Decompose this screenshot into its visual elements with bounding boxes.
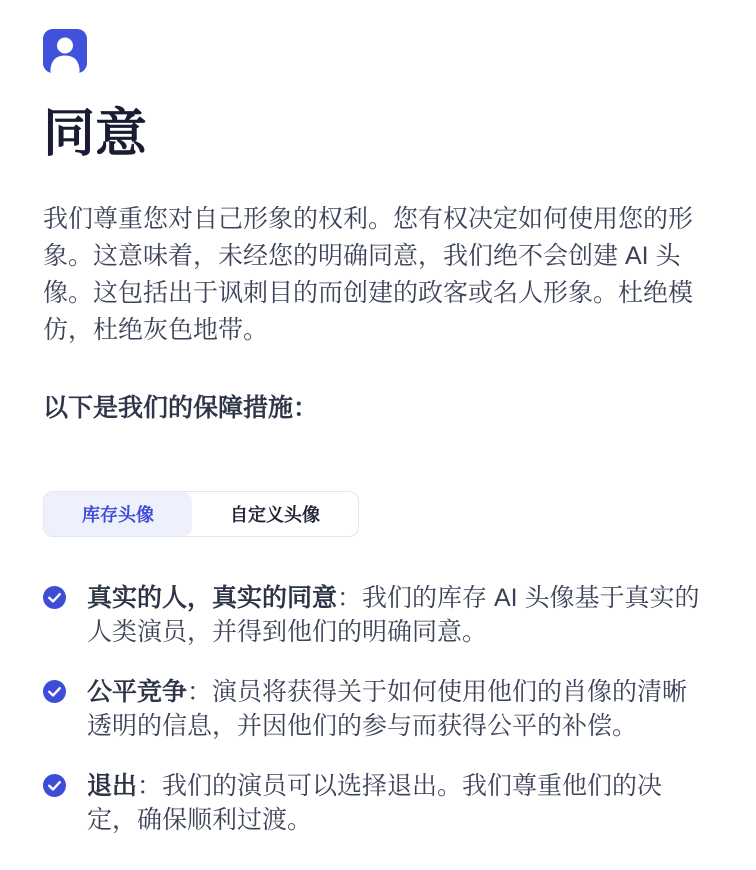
safeguard-label: 公平竞争 bbox=[87, 678, 188, 706]
safeguard-item-opt-out bbox=[43, 769, 713, 837]
safeguard-item-real-consent bbox=[43, 581, 713, 649]
tab-custom-avatars[interactable]: 自定义头像 bbox=[192, 492, 358, 536]
intro-paragraph: 我们尊重您对自己形象的权利。您有权决定如何使用您的形象。这意味着，未经您的明确同意，我们绝不会创建 AI 头像。这包括出于讽刺目的而创建的政客或名人形象。杜绝模仿，杜绝灰色地带。 bbox=[43, 205, 694, 344]
page-title: 同意 bbox=[43, 105, 148, 163]
user-avatar-badge bbox=[43, 29, 87, 73]
check-circle-icon bbox=[43, 774, 66, 797]
user-icon bbox=[43, 29, 87, 73]
safeguard-text bbox=[87, 581, 712, 649]
safeguard-text bbox=[87, 675, 712, 743]
safeguard-body: ：我们的演员可以选择退出。我们尊重他们的决定，确保顺利过渡。 bbox=[87, 772, 663, 834]
check-circle-icon bbox=[43, 586, 66, 609]
check-circle-icon bbox=[43, 680, 66, 703]
safeguard-label: 真实的人，真实的同意 bbox=[87, 584, 338, 612]
safeguard-text bbox=[87, 769, 712, 837]
safeguard-label: 退出 bbox=[87, 772, 138, 800]
safeguard-body: ：我们的库存 AI 头像基于真实的人类演员，并得到他们的明确同意。 bbox=[87, 584, 700, 646]
safeguards-list bbox=[43, 581, 713, 837]
safeguard-body: ：演员将获得关于如何使用他们的肖像的清晰透明的信息，并因他们的参与而获得公平的补偿。 bbox=[87, 678, 688, 740]
safeguard-item-fair-play bbox=[43, 675, 713, 743]
tab-stock-avatars[interactable]: 库存头像 bbox=[44, 492, 192, 536]
safeguards-heading: 以下是我们的保障措施： bbox=[43, 394, 319, 422]
avatar-type-tabs bbox=[43, 491, 359, 537]
